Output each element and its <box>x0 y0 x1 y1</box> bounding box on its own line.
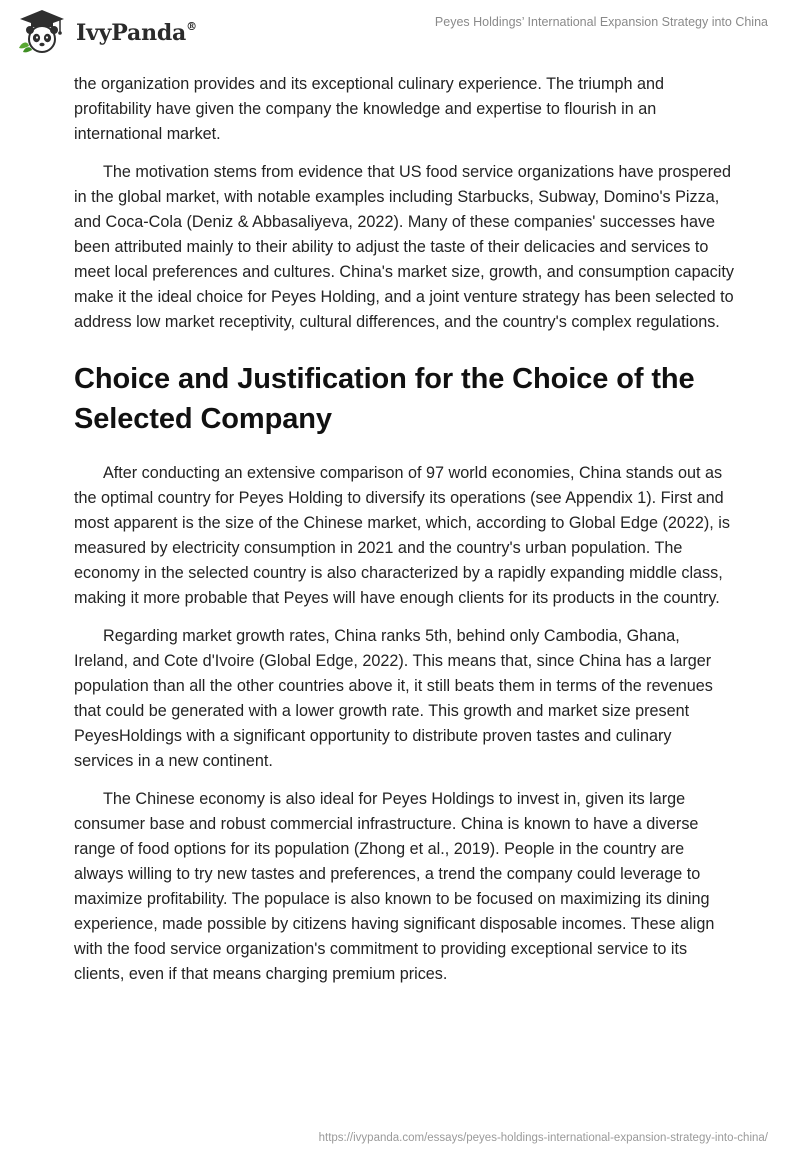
source-url[interactable]: https://ivypanda.com/essays/peyes-holdings-international-expansion-strategy-into-china/ <box>318 1132 768 1144</box>
paragraph: Regarding market growth rates, China ranks 5th, behind only Cambodia, Ghana, Ireland, and Cote d'Ivoire (Global Edge, 2022). This means that, since China has a larger population than all the other countries above it, it still beats them in terms of the revenues that could be generated with a lower growth rate. This growth and market size present PeyesHoldings with a significant opportunity to distribute proven tastes and culinary services in a new continent. <box>74 627 713 770</box>
logo-name: IvyPanda <box>76 20 187 46</box>
panda-graduate-icon <box>16 8 68 54</box>
paragraph: The Chinese economy is also ideal for Peyes Holdings to invest in, given its large consumer base and robust commercial infrastructure. China is known to have a diverse range of food options for its population (Zhong et al., 2019). People in the country are always willing to try new tastes and preferences, a trend the company could leverage to maximize profitability. The populace is also known to be focused on maximizing its dining experience, made possible by citizens having significant disposable incomes. These align with the food service organization's commitment to providing exceptional service to its clients, even if that means charging premium prices. <box>74 790 715 983</box>
paragraph: The motivation stems from evidence that US food service organizations have prospered in the global market, with notable examples including Starbucks, Subway, Domino's Pizza, and Coca-Cola (Deniz & Abbasaliyeva, 2022). Many of these companies' successes have been attributed mainly to their ability to adjust the taste of their delicacies and services to meet local preferences and cultures. China's market size, growth, and consumption capacity make it the ideal choice for Peyes Holding, and a joint venture strategy has been selected to address low market receptivity, cultural differences, and the country's complex regulations. <box>74 163 734 331</box>
section-heading: Choice and Justification for the Choice of the Selected Company <box>74 363 695 435</box>
page-header <box>0 0 800 62</box>
essay-body <box>74 72 734 1000</box>
paragraph: After conducting an extensive comparison of 97 world economies, China stands out as the optimal country for Peyes Holding to diversify its operations (see Appendix 1). First and most apparent is the size of the Chinese market, which, according to Global Edge (2022), is measured by electricity consumption in 2021 and the country's urban population. The economy in the selected country is also characterized by a rapidly expanding middle class, making it more probable that Peyes will have enough clients for its products in the country. <box>74 464 730 607</box>
document-title: Peyes Holdings’ International Expansion Strategy into China <box>434 15 768 29</box>
paragraph: the organization provides and its exceptional culinary experience. The triumph and profitability have given the company the knowledge and expertise to flourish in an international market. <box>74 75 664 143</box>
ivypanda-logo[interactable] <box>16 8 197 54</box>
registered-mark: ® <box>186 19 197 33</box>
